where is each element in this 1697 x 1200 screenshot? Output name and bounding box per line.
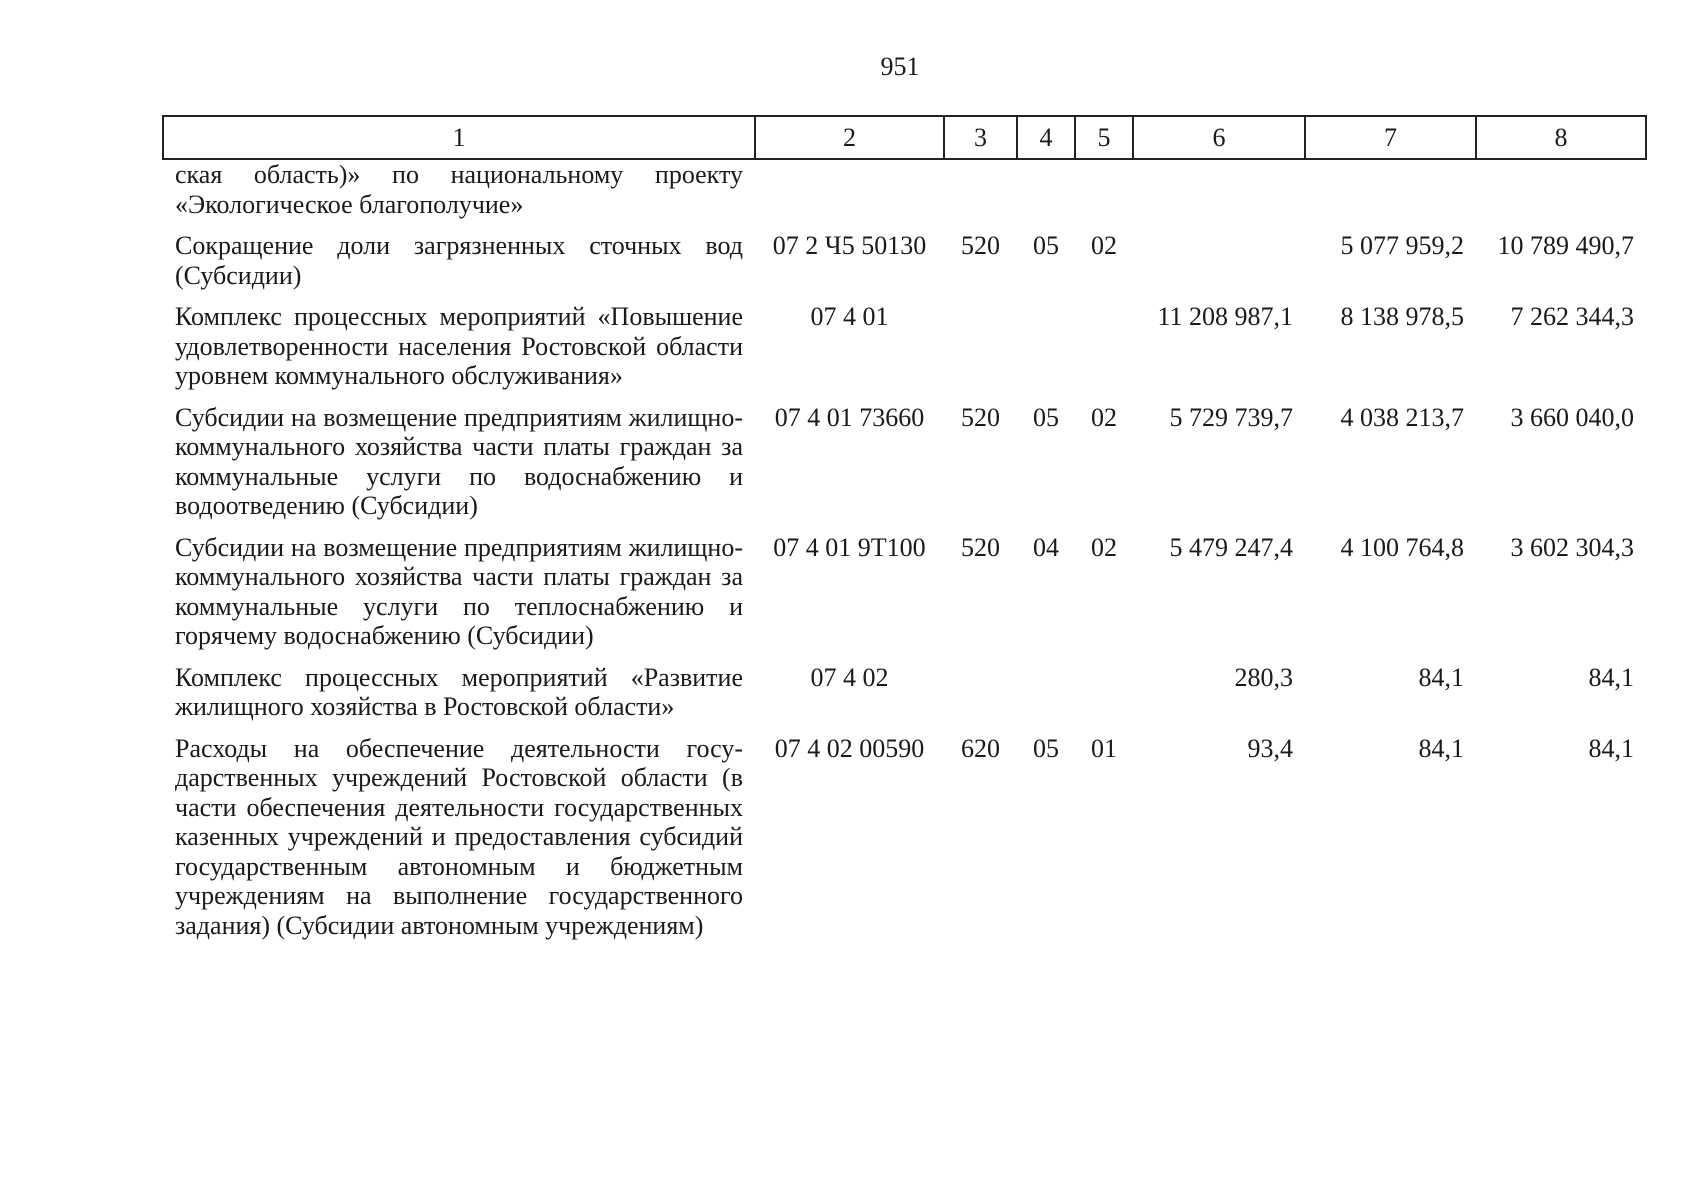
column-header-7: 7 bbox=[1305, 116, 1476, 159]
row-col8: 10 789 490,7 bbox=[1497, 231, 1634, 260]
row-col4 bbox=[1017, 159, 1075, 231]
page-number: 951 bbox=[880, 52, 920, 81]
row-code: 07 4 02 00590 bbox=[774, 733, 925, 763]
table-row bbox=[163, 663, 1646, 734]
row-col6: 280,3 bbox=[1234, 662, 1293, 692]
row-col7: 8 138 978,5 bbox=[1340, 302, 1464, 331]
column-header-3: 3 bbox=[944, 116, 1017, 159]
table-row bbox=[163, 533, 1646, 663]
row-col7 bbox=[1305, 159, 1476, 231]
row-col3: 520 bbox=[961, 402, 1000, 432]
column-header-4: 4 bbox=[1017, 116, 1075, 159]
row-col4 bbox=[1017, 663, 1075, 734]
row-col8: 84,1 bbox=[1588, 662, 1634, 692]
row-code: 07 2 Ч5 50130 bbox=[772, 231, 927, 260]
row-col3 bbox=[944, 159, 1017, 231]
row-col6: 5 729 739,7 bbox=[1169, 402, 1293, 432]
column-header-5: 5 bbox=[1075, 116, 1133, 159]
row-col3: 520 bbox=[961, 532, 1000, 562]
row-col7: 84,1 bbox=[1418, 733, 1464, 763]
row-name: ская область)» по национальному проекту «Экологическое благополучие» bbox=[175, 160, 743, 219]
row-col8: 3 602 304,3 bbox=[1510, 532, 1634, 562]
row-col6: 5 479 247,4 bbox=[1169, 532, 1293, 562]
row-col5: 02 bbox=[1091, 532, 1117, 562]
row-col4 bbox=[1017, 302, 1075, 403]
row-col7: 5 077 959,2 bbox=[1340, 231, 1464, 260]
row-col6 bbox=[1133, 231, 1305, 302]
row-col6: 93,4 bbox=[1247, 733, 1293, 763]
table-row bbox=[163, 302, 1646, 403]
row-col7: 4 100 764,8 bbox=[1340, 532, 1464, 562]
column-header-2: 2 bbox=[755, 116, 944, 159]
row-col6 bbox=[1133, 159, 1305, 231]
row-code: 07 4 02 bbox=[810, 662, 889, 692]
row-name: Субсидии на возмещение предприятиям жилищно-коммунального хозяйства части платы граждан за коммунальные услуги по теплоснабжению и горячему водоснабжению (Субсидии) bbox=[175, 532, 743, 650]
table-row bbox=[163, 231, 1646, 302]
row-code: 07 4 01 bbox=[810, 302, 889, 331]
row-col4: 05 bbox=[1033, 733, 1059, 763]
column-header-8: 8 bbox=[1476, 116, 1646, 159]
table-row bbox=[163, 403, 1646, 533]
row-code bbox=[755, 159, 944, 231]
row-col7: 4 038 213,7 bbox=[1340, 402, 1464, 432]
row-col8: 3 660 040,0 bbox=[1510, 402, 1634, 432]
row-col3 bbox=[944, 663, 1017, 734]
row-code: 07 4 01 9Т100 bbox=[773, 532, 926, 562]
row-col4: 05 bbox=[1033, 231, 1059, 260]
row-name: Расходы на обеспечение деятельности государственных учреждений Ростовской области (в части обеспечения деятельности государственных казенных учреждений и предоставления субсидий государственным автономным и бюджетным учреждениям на выполнение государственного задания) (Субсидии автономным учреждениям) bbox=[175, 733, 743, 940]
row-col7: 84,1 bbox=[1418, 662, 1464, 692]
row-col8: 7 262 344,3 bbox=[1510, 302, 1634, 331]
row-col6: 11 208 987,1 bbox=[1157, 302, 1293, 331]
row-col5: 01 bbox=[1091, 733, 1117, 763]
row-name: Комплекс процессных мероприятий «Развитие жилищного хозяйства в Ростовской области» bbox=[175, 662, 743, 721]
row-col5 bbox=[1075, 159, 1133, 231]
budget-table bbox=[162, 115, 1647, 952]
column-header-1: 1 bbox=[163, 116, 755, 159]
row-col5: 02 bbox=[1091, 402, 1117, 432]
row-col5 bbox=[1075, 663, 1133, 734]
column-header-6: 6 bbox=[1133, 116, 1305, 159]
row-col8: 84,1 bbox=[1588, 733, 1634, 763]
row-col4: 05 bbox=[1033, 402, 1059, 432]
row-name: Субсидии на возмещение предприятиям жилищно-коммунального хозяйства части платы граждан за коммунальные услуги по водоснабжению и водоотведению (Субсидии) bbox=[175, 402, 743, 520]
row-code: 07 4 01 73660 bbox=[774, 402, 925, 432]
row-col4: 04 bbox=[1033, 532, 1059, 562]
row-col5: 02 bbox=[1091, 231, 1117, 260]
table-row bbox=[163, 734, 1646, 953]
row-col5 bbox=[1075, 302, 1133, 403]
row-col8 bbox=[1476, 159, 1646, 231]
row-name: Комплекс процессных мероприятий «Повышение удовлетворенности населения Ростовской области уровнем коммунального обслуживания» bbox=[175, 302, 743, 390]
table-row bbox=[163, 159, 1646, 231]
header-row bbox=[163, 116, 1646, 159]
row-name: Сокращение доли загрязненных сточных вод (Субсидии) bbox=[175, 231, 743, 290]
row-col3: 520 bbox=[961, 231, 1000, 260]
row-col3 bbox=[944, 302, 1017, 403]
row-col3: 620 bbox=[961, 733, 1000, 763]
